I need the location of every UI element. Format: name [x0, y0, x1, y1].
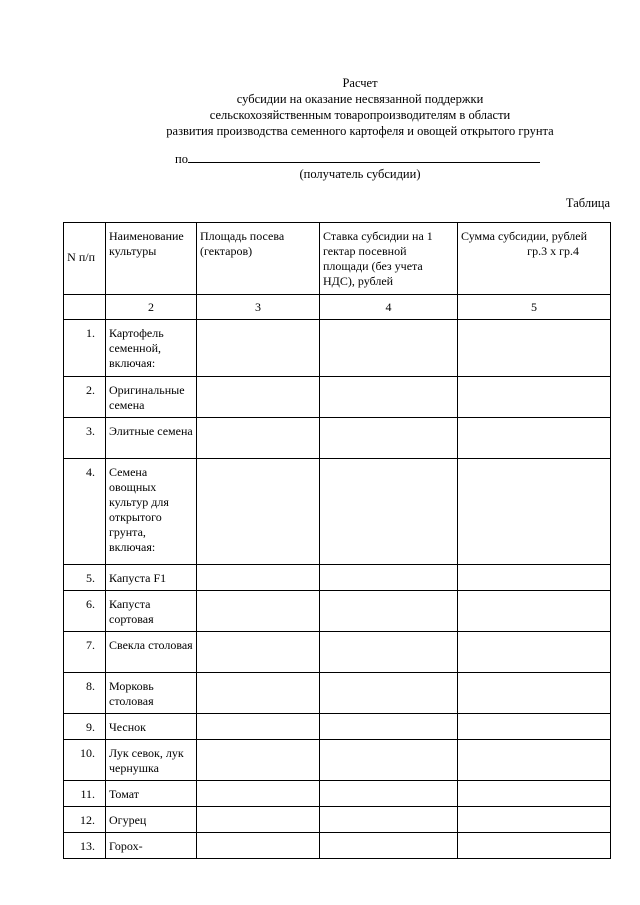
- title-line-1: Расчет: [342, 76, 378, 90]
- row-number: 1.: [64, 320, 106, 377]
- row-area-cell[interactable]: [197, 565, 320, 591]
- row-number: 11.: [64, 781, 106, 807]
- table-row: [64, 565, 611, 591]
- row-rate-cell[interactable]: [320, 591, 458, 632]
- recipient-blank[interactable]: [188, 150, 540, 163]
- row-area-cell[interactable]: [197, 740, 320, 781]
- row-rate-cell[interactable]: [320, 673, 458, 714]
- row-rate-cell[interactable]: [320, 740, 458, 781]
- title-line-4: развития производства семенного картофеля и овощей открытого грунта: [166, 124, 554, 138]
- row-crop-name: Оригинальные семена: [106, 377, 197, 418]
- table-row: [64, 377, 611, 418]
- column-number: 2: [106, 295, 197, 320]
- row-amount-cell[interactable]: [458, 377, 611, 418]
- row-area-cell[interactable]: [197, 673, 320, 714]
- row-area-cell[interactable]: [197, 320, 320, 377]
- title-line-3: сельскохозяйственным товаропроизводителям в области: [209, 108, 511, 122]
- row-number: 5.: [64, 565, 106, 591]
- row-rate-cell[interactable]: [320, 632, 458, 673]
- recipient-line: [175, 150, 545, 167]
- table-row: [64, 320, 611, 377]
- column-number: 3: [197, 295, 320, 320]
- recipient-prefix: по: [175, 152, 188, 166]
- row-area-cell[interactable]: [197, 714, 320, 740]
- row-amount-cell[interactable]: [458, 807, 611, 833]
- row-crop-name: Огурец: [106, 807, 197, 833]
- row-number: 7.: [64, 632, 106, 673]
- row-area-cell[interactable]: [197, 807, 320, 833]
- row-amount-cell[interactable]: [458, 833, 611, 859]
- table-row: [64, 632, 611, 673]
- row-area-cell[interactable]: [197, 833, 320, 859]
- row-number: 8.: [64, 673, 106, 714]
- row-rate-cell[interactable]: [320, 714, 458, 740]
- column-number: 5: [458, 295, 611, 320]
- row-crop-name: Картофель семенной, включая:: [106, 320, 197, 377]
- table-row: [64, 714, 611, 740]
- row-crop-name: Семена овощных культур для открытого грунта, включая:: [106, 459, 197, 565]
- row-amount-cell[interactable]: [458, 632, 611, 673]
- row-crop-name: Свекла столовая: [106, 632, 197, 673]
- row-number: 4.: [64, 459, 106, 565]
- row-number: 9.: [64, 714, 106, 740]
- table-row: [64, 418, 611, 459]
- row-crop-name: Чеснок: [106, 714, 197, 740]
- table-row: [64, 807, 611, 833]
- header-amount-formula: гр.3 x гр.4: [527, 244, 579, 258]
- row-amount-cell[interactable]: [458, 320, 611, 377]
- row-number: 10.: [64, 740, 106, 781]
- row-rate-cell[interactable]: [320, 565, 458, 591]
- row-rate-cell[interactable]: [320, 320, 458, 377]
- table-row: [64, 833, 611, 859]
- row-amount-cell[interactable]: [458, 740, 611, 781]
- document-title: [100, 75, 620, 139]
- table-header-row: [64, 223, 611, 295]
- row-amount-cell[interactable]: [458, 459, 611, 565]
- row-crop-name: Капуста F1: [106, 565, 197, 591]
- row-rate-cell[interactable]: [320, 781, 458, 807]
- row-amount-cell[interactable]: [458, 714, 611, 740]
- row-number: 13.: [64, 833, 106, 859]
- subsidy-table: [63, 222, 611, 859]
- row-area-cell[interactable]: [197, 781, 320, 807]
- row-amount-cell[interactable]: [458, 591, 611, 632]
- row-crop-name: Томат: [106, 781, 197, 807]
- row-crop-name: Лук севок, лук чернушка: [106, 740, 197, 781]
- header-number: N п/п: [64, 223, 106, 295]
- header-crop-name: Наименование культуры: [106, 223, 197, 295]
- title-line-2: субсидии на оказание несвязанной поддержки: [236, 92, 484, 106]
- row-crop-name: Горох-: [106, 833, 197, 859]
- table-row: [64, 673, 611, 714]
- row-rate-cell[interactable]: [320, 418, 458, 459]
- row-number: 3.: [64, 418, 106, 459]
- header-amount-title: Сумма субсидии, рублей: [461, 229, 588, 243]
- row-amount-cell[interactable]: [458, 565, 611, 591]
- table-row: [64, 459, 611, 565]
- column-number-row: [64, 295, 611, 320]
- row-number: 2.: [64, 377, 106, 418]
- row-rate-cell[interactable]: [320, 377, 458, 418]
- row-rate-cell[interactable]: [320, 459, 458, 565]
- table-row: [64, 740, 611, 781]
- table-row: [64, 781, 611, 807]
- row-area-cell[interactable]: [197, 632, 320, 673]
- row-amount-cell[interactable]: [458, 418, 611, 459]
- table-row: [64, 591, 611, 632]
- row-number: 12.: [64, 807, 106, 833]
- row-amount-cell[interactable]: [458, 673, 611, 714]
- header-rate: Ставка субсидии на 1 гектар посевной площади (без учета НДС), рублей: [320, 223, 458, 295]
- row-rate-cell[interactable]: [320, 833, 458, 859]
- header-area: Площадь посева (гектаров): [197, 223, 320, 295]
- column-number: [64, 295, 106, 320]
- row-crop-name: Морковь столовая: [106, 673, 197, 714]
- recipient-caption: (получатель субсидии): [299, 167, 421, 181]
- header-amount: [458, 223, 611, 295]
- table-label: Таблица: [565, 196, 610, 210]
- row-area-cell[interactable]: [197, 459, 320, 565]
- row-area-cell[interactable]: [197, 418, 320, 459]
- row-number: 6.: [64, 591, 106, 632]
- row-crop-name: Капуста сортовая: [106, 591, 197, 632]
- row-area-cell[interactable]: [197, 377, 320, 418]
- column-number: 4: [320, 295, 458, 320]
- row-area-cell[interactable]: [197, 591, 320, 632]
- row-rate-cell[interactable]: [320, 807, 458, 833]
- row-crop-name: Элитные семена: [106, 418, 197, 459]
- row-amount-cell[interactable]: [458, 781, 611, 807]
